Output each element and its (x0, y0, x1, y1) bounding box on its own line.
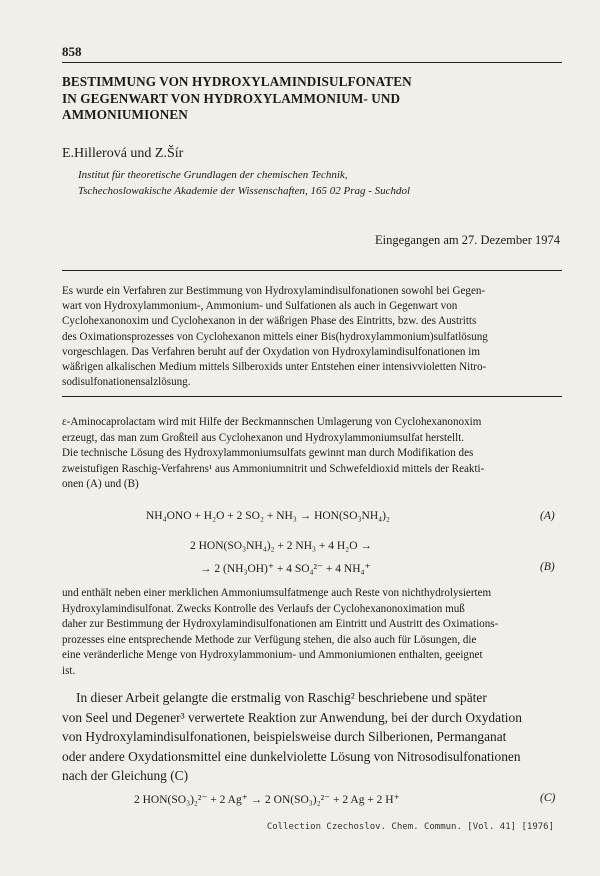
equation-b-label: (B) (540, 561, 555, 573)
abstract-line: sodisulfonationensalzlösung. (62, 376, 191, 389)
continuation-paragraph (62, 586, 562, 680)
equation-a-label: (A) (540, 510, 555, 522)
equation-c: 2 HON(SO₃)₂²⁻ + 2 Ag⁺ → 2 ON(SO₃)₂²⁻ + 2 Ag + 2 H⁺ (134, 794, 400, 806)
text-line: oder andere Oxydationsmittel eine dunkelviolette Lösung von Nitrosodisulfonationen (62, 748, 521, 764)
equation-c-label: (C) (540, 792, 556, 804)
abstract-line: des Oximationsprozesses von Cyclohexanon mittels einer Bis(hydroxylammonium)sulfatlösung (62, 330, 488, 343)
title-line: IN GEGENWART VON HYDROXYLAMMONIUM- UND (62, 90, 401, 106)
introduction-paragraph (62, 415, 562, 493)
text-line: Die technische Lösung des Hydroxylammoniumsulfats gewinnt man durch Modifikation des (62, 447, 474, 460)
article-title (62, 74, 542, 124)
title-line: BESTIMMUNG VON HYDROXYLAMINDISULFONATEN (62, 74, 412, 89)
text-line: Hydroxylamindisulfonat. Zwecks Kontrolle des Verlaufs der Cyclohexanonoximation muß (62, 602, 465, 615)
text-line: eine veränderliche Menge von Hydroxylammonium- und Ammoniumionen enthalten, geeignet (62, 649, 483, 662)
abstract-line: vorgeschlagen. Das Verfahren beruht auf der Oxydation von Hydroxylamindisulfonationen im (62, 345, 480, 358)
institution-line: Institut für theoretische Grundlagen der chemischen Technik, (78, 169, 348, 181)
text-line: prozesses eine entsprechende Methode zur Verfügung stehen, die also auch für Lösungen, die (62, 633, 477, 646)
text-line: und enthält neben einer merklichen Ammoniumsulfatmenge auch Reste von nichthydrolysiertem (62, 587, 492, 599)
text-line: von Seel und Degener³ verwertete Reaktion zur Anwendung, bei der durch Oxydation (62, 709, 522, 725)
text-line: von Hydroxylamindisulfonationen, beispielsweise durch Silberionen, Permanganat (62, 729, 507, 745)
header-rule (62, 62, 562, 63)
abstract-bottom-rule (62, 396, 562, 397)
text-line: erzeugt, das man zum Großteil aus Cyclohexanon und Hydroxylammoniumsulfat herstellt. (62, 431, 465, 444)
equation-a: NH₄ONO + H₂O + 2 SO₂ + NH₃ → HON(SO₃NH₄)₂ (146, 510, 390, 522)
text-line: daher zur Bestimmung der Hydroxylamindisulfonationen am Eintritt und Austritt des Oximations- (62, 618, 499, 631)
text-line: zweistufigen Raschig-Verfahrens¹ aus Ammoniumnitrit und Schwefeldioxid mittels der Reakti- (62, 462, 485, 475)
abstract (62, 284, 562, 390)
main-paragraph (62, 688, 562, 786)
institution (78, 168, 410, 199)
authors: E.Hillerová und Z.Šír (62, 146, 184, 161)
text-line: onen (A) und (B) (62, 478, 139, 491)
journal-footer: Collection Czechoslov. Chem. Commun. [Vol. 41] [1976] (266, 822, 554, 832)
title-line: AMMONIUMIONEN (62, 107, 188, 122)
abstract-top-rule (62, 270, 562, 271)
abstract-line: wäßrigen alkalischen Medium mittels Silberoxids unter Entstehen einer intensivvioletten Nitro- (62, 361, 487, 374)
received-date: Eingegangen am 27. Dezember 1974 (374, 233, 560, 247)
page-number: 858 (62, 44, 82, 59)
equation-b-line1: 2 HON(SO₃NH₄)₂ + 2 NH₃ + 4 H₂O → (190, 540, 372, 552)
text-line: ε-Aminocaprolactam wird mit Hilfe der Beckmannschen Umlagerung von Cyclohexanonoxim (62, 416, 482, 428)
equation-b-line2: → 2 (NH₃OH)⁺ + 4 SO₄²⁻ + 4 NH₄⁺ (200, 563, 371, 575)
text-line: nach der Gleichung (C) (62, 768, 189, 784)
abstract-line: wart von Hydroxylammonium-, Ammonium- und Sulfationen als auch in Gegenwart von (62, 300, 458, 313)
abstract-line: Es wurde ein Verfahren zur Bestimmung von Hydroxylamindisulfonationen sowohl bei Gegen- (62, 285, 486, 297)
abstract-line: Cyclohexanonoxim und Cyclohexanon in der wäßrigen Phase des Eintritts, bzw. des Austritts (62, 315, 477, 328)
text-line: In dieser Arbeit gelangte die erstmalig von Raschig² beschriebene und später (76, 690, 487, 705)
text-line: ist. (62, 664, 76, 677)
institution-line: Tschechoslowakische Akademie der Wissenschaften, 165 02 Prag - Suchdol (78, 184, 411, 197)
